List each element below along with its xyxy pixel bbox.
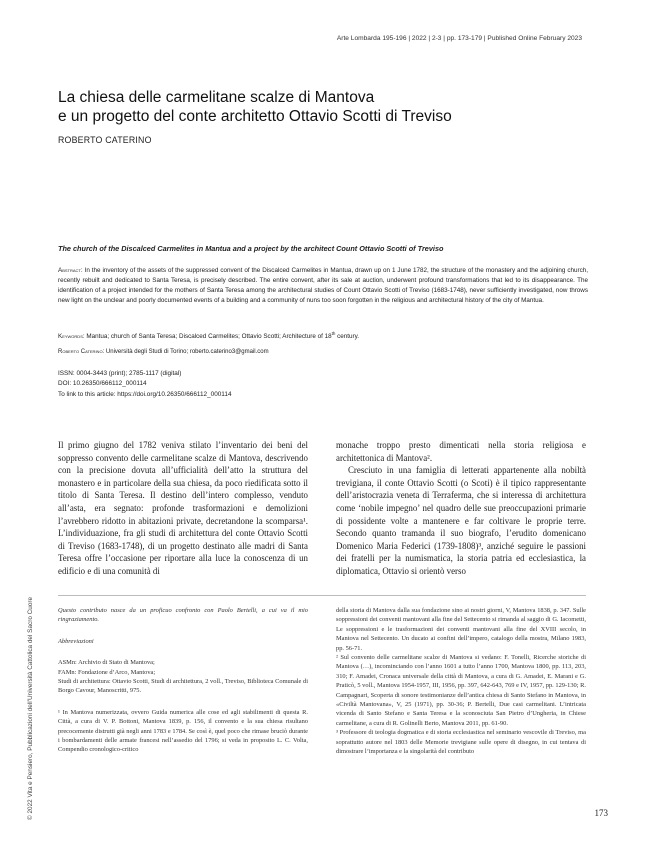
issn: ISSN: 0004-3443 (print); 2785-1117 (digital)	[58, 370, 182, 377]
abstract-text: In the inventory of the assets of the suppressed convent of the Discalced Carmelites in Mantua, drawn up on 1 June 1782, the structure of the monastery and the adjoining church, recently rebuilt and dedicated to Santa Teresa, is precisely described. The entire convent, after its sale at auction, underwent profound transformations that led to its disappearance. The identification of a project intended for the mothers of Santa Teresa among the architectural studies of Count Ottavio Scotti of Treviso (1683-1748), never sufficiently investigated, now throws new light on the unclear and poorly documented events of a building and a community of nuns too soon forgotten in the religious and architectural history of the city of Mantua.	[58, 267, 588, 304]
acknowledgment: Questo contributo nasce da un proficuo confronto con Paolo Bertelli, a cui va il mio ringraziamento.	[58, 607, 308, 624]
footnote-3: ³ Professore di teologia dogmatica e di storia ecclesiastica nel seminario vescovile di Treviso, ma soprattutto autore nel 1803 delle Memorie trevigiane sulle opere di disegno, in cui tentava di dimostrare l’importanza e la singolarità del contributo	[336, 729, 586, 756]
article-identifiers	[58, 369, 232, 400]
abstract-label: Abstract:	[58, 267, 83, 274]
article-title	[58, 88, 538, 126]
article-link[interactable]: To link to this article: https://doi.org/10.26350/666112_000114	[58, 390, 232, 398]
affiliation-text: Università degli Studi di Torino; roberto.caterino3@gmail.com	[104, 349, 269, 355]
abbreviation-item: Studi di architettura: Ottavio Scotti, Studi di architettura, 2 voll., Treviso, Biblioteca Comunale di Borgo Cavour, Manoscritti, 975.	[58, 678, 308, 695]
keywords	[58, 331, 588, 340]
footnotes-right	[336, 606, 586, 757]
copyright-side-note: © 2022 Vita e Pensiero, Pubblicazioni dell’Università Cattolica del Sacro Cuore	[27, 596, 34, 820]
affiliation-label: Roberto Caterino:	[58, 349, 105, 355]
title-line-1: La chiesa delle carmelitane scalze di Mantova	[58, 89, 375, 106]
body-paragraph: Cresciuto in una famiglia di letterati appartenente alla nobiltà trevigiana, il conte Ottavio Scotti (o Scoti) è il tipico rappresentante dell’aristocrazia veneta di Terraferma, che si interessa di architettura come ‘nobile impegno’ nel quadro delle sue preoccupazioni primarie di possidente volte a mantenere e far coltivare le proprie terre. Secondo quanto tramanda il suo biografo, l’erudito domenicano Domenico Maria Federici (1739-1808)³, anziché seguire le passioni dei fratelli per la numismatica, la storia patria ed ecclesiastica, la diplomatica, Ottavio si orientò verso	[336, 465, 586, 576]
body-column-left: Il primo giugno del 1782 veniva stilato l’inventario dei beni del soppresso convento delle carmelitane scalze di Mantova, descrivendo con la precisione dovuta all’ufficialità dell’atto la struttura del monastero e in particolare della sua chiesa, da poco riedificata sotto il titolo di Santa Teresa. Il destino dell’intero complesso, venduto all’asta, era segnato: profonde trasformazioni e demolizioni l’avrebbero ridotto in abitazioni private, decretandone la scomparsa¹. L’individuazione, fra gli studi di architettura del conte Ottavio Scotti di Treviso (1683-1748), di un progetto destinato alle madri di Santa Teresa offre l’occasione per riportare alla luce la conoscenza di un edificio e di una comunità di	[58, 440, 308, 576]
keywords-sup: th	[331, 331, 336, 336]
abstract	[58, 266, 588, 306]
abbreviations-heading: Abbreviazioni	[58, 637, 94, 645]
page-number: 173	[594, 808, 608, 818]
journal-header: Arte Lombarda 195-196 | 2022 | 2-3 | pp. 173-179 | Published Online February 2023	[336, 35, 582, 42]
body-column-right	[336, 439, 586, 578]
footnote-2: ² Sul convento delle carmelitane scalze di Mantova si vedano: F. Tonelli, Ricerche storiche di Mantova (…), incominciando con l’anno 1601 a tutto l’anno 1700, Mantova 1800, pp. 113, 203, 310; F. Amadei, Cronaca universale della città di Mantova, a cura di G. Amadei, E. Marani e G. Praticò, 5 voll., Mantova 1954-1957, III, 1956, pp. 397, 642-643, 769 e IV, 1957, pp. 129-130; R. Campagnari, Scoperta di sonore testimonianze dell’antica chiesa di Santo Stefano in Mantova, in «Civiltà Mantovana», V, 25 (1971), pp. 30-36; P. Bertelli, Due casi carmelitani. L’intricata vicenda di Santo Stefano e Santa Teresa e la sconosciuta San Pietro d’Ungheria, in Chiese carmelitane, a cura di R. Golinelli Berto, Mantova 2011, pp. 61-90.	[336, 654, 586, 727]
doi[interactable]: DOI: 10.26350/666112_000114	[58, 380, 147, 388]
author-name: ROBERTO CATERINO	[58, 135, 152, 145]
abbreviation-item: ASMn: Archivio di Stato di Mantova;	[58, 659, 155, 667]
footnotes-left	[58, 606, 308, 755]
body-paragraph: monache troppo presto dimenticati nella storia religiosa e architettonica di Mantova².	[336, 440, 586, 463]
footnote-divider	[58, 595, 586, 596]
keywords-label: Keywords:	[58, 333, 85, 341]
keywords-text: Mantua; church of Santa Teresa; Discalced Carmelites; Ottavio Scotti; Architecture of 18	[84, 333, 332, 341]
author-affiliation	[58, 349, 588, 355]
title-line-2: e un progetto del conte architetto Ottavio Scotti di Treviso	[58, 108, 452, 125]
english-title: The church of the Discalced Carmelites in Mantua and a project by the architect Count Ottavio Scotti of Treviso	[58, 244, 444, 253]
footnote-1: ¹ In Mantova numerizzata, ovvero Guida numerica alle cose ed agli stabilimenti di questa R. Città, a cura di V. P. Bottoni, Mantova 1839, p. 156, il convento e la sua chiesa risultano precocemente distrutti già negli anni 1783 e 1784. Se così è, quel poco che rimase bruciò durante i bombardamenti delle armate francesi nell’assedio del 1796; si veda in proposito L. C. Volta, Compendio cronologico-critico	[58, 708, 308, 754]
abbreviation-item: FAMn: Fondazione d’Arco, Mantova;	[58, 668, 156, 676]
footnote-1-continued: della storia di Mantova dalla sua fondazione sino ai nostri giorni, V, Mantova 1838, p. 347. Sulle soppressioni dei conventi mantovani alla fine del Settecento si rimanda al saggio di G. Iacometti, Le soppressioni e le trasformazioni dei conventi mantovani alla fine del XVIII secolo, in Mantova nel Settecento. Un ducato ai confini dell’impero, catalogo della mostra, Milano 1983, pp. 56-71.	[336, 607, 586, 652]
keywords-tail: century.	[335, 333, 360, 341]
